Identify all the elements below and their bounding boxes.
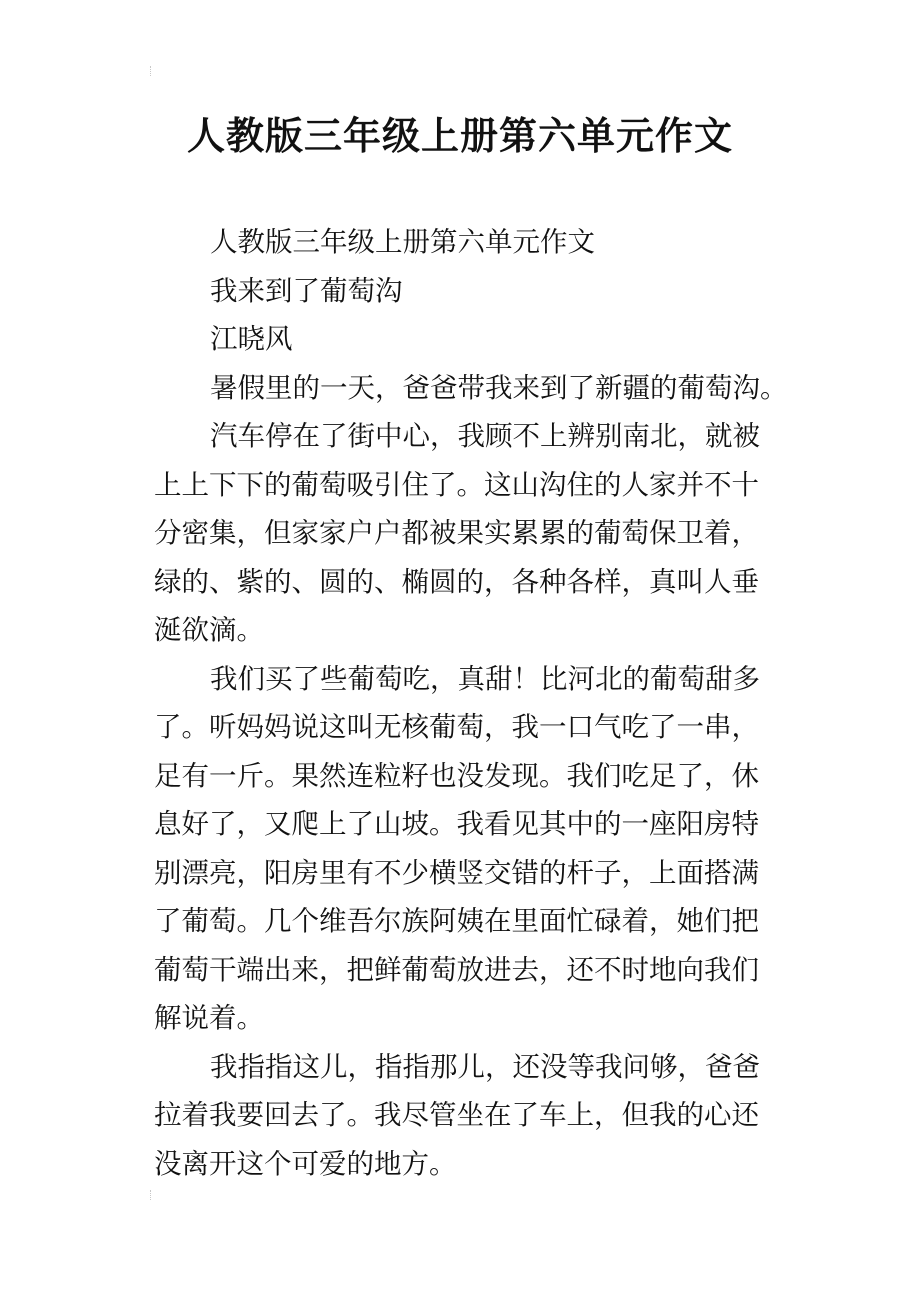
- document-title: 人教版三年级上册第六单元作文: [186, 114, 733, 158]
- text-line: 了葡萄。几个维吾尔族阿姨在里面忙碌着，她们把: [154, 905, 759, 937]
- text-line: 别漂亮，阳房里有不少横竖交错的杆子，上面搭满: [154, 856, 759, 889]
- text-line: 汽车停在了街中心，我顾不上辨别南北，就被: [210, 420, 760, 452]
- corner-mark-bottom: [150, 1190, 157, 1200]
- text-line: 了。听妈妈说这叫无核葡萄，我一口气吃了一串，: [154, 711, 759, 743]
- text-line: 我们买了些葡萄吃，真甜！比河北的葡萄甜多: [210, 662, 760, 695]
- text-line: 分密集，但家家户户都被果实累累的葡萄保卫着，: [154, 517, 759, 549]
- text-line: 我来到了葡萄沟: [210, 274, 403, 307]
- text-line: 暑假里的一天，爸爸带我来到了新疆的葡萄沟。: [210, 371, 788, 404]
- text-line: 绿的、紫的、圆的、椭圆的，各种各样，真叫人垂: [154, 565, 759, 598]
- text-line: 葡萄干端出来，把鲜葡萄放进去，还不时地向我们: [154, 953, 759, 986]
- text-line: 人教版三年级上册第六单元作文: [210, 226, 595, 258]
- text-line: 江晓风: [210, 323, 293, 355]
- corner-mark-top: [150, 66, 157, 76]
- text-line: 没离开这个可爱的地方。: [154, 1147, 457, 1180]
- text-line: 解说着。: [154, 1002, 264, 1034]
- essay-body: [154, 218, 788, 1188]
- text-line: 上上下下的葡萄吸引住了。这山沟住的人家并不十: [154, 468, 759, 501]
- text-line: 我指指这儿，指指那儿，还没等我问够，爸爸: [210, 1050, 760, 1083]
- text-line: 拉着我要回去了。我尽管坐在了车上，但我的心还: [154, 1099, 759, 1131]
- text-line: 足有一斤。果然连粒籽也没发现。我们吃足了，休: [154, 759, 759, 792]
- text-line: 涎欲滴。: [154, 614, 264, 646]
- text-line: 息好了，又爬上了山坡。我看见其中的一座阳房特: [154, 808, 759, 840]
